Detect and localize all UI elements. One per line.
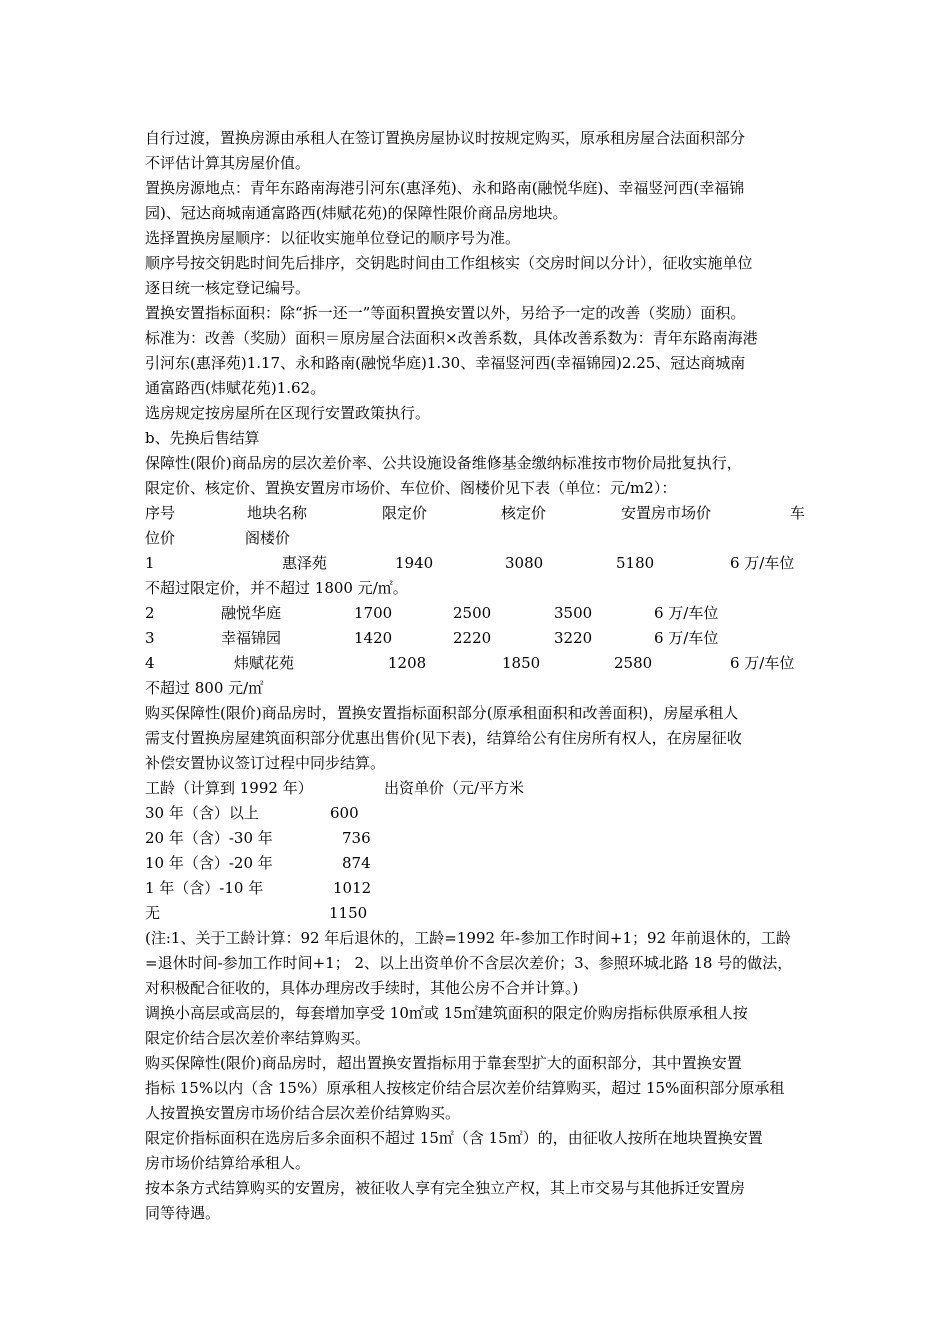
paragraph-line: 保障性(限价)商品房的层次差价率、公共设施设备维修基金缴纳标准按市物价局批复执行， bbox=[145, 454, 742, 472]
paragraph-line: 不评估计算其房屋价值。 bbox=[145, 154, 311, 172]
paragraph-line: 限定价指标面积在选房后多余面积不超过 15㎡（含 15㎡）的，由征收人按所在地块置换安置 bbox=[145, 1129, 763, 1147]
table-cell: 2500 bbox=[453, 604, 492, 622]
paragraph-line: 置换房源地点：青年东路南海港引河东(惠泽苑)、永和路南(融悦华庭)、幸福竖河西(幸福锦 bbox=[145, 179, 745, 197]
table-cell: 6 万/车位 bbox=[654, 629, 719, 647]
price-table-header: 安置房市场价 bbox=[621, 504, 712, 522]
table-cell: 1420 bbox=[354, 629, 393, 647]
table-cell: 融悦华庭 bbox=[221, 604, 282, 622]
price-table-header: 地块名称 bbox=[247, 504, 308, 522]
table-cell: 1700 bbox=[354, 604, 393, 622]
price-table-header: 核定价 bbox=[501, 504, 547, 522]
paragraph-line: 同等待遇。 bbox=[145, 1204, 221, 1222]
table-cell: 1940 bbox=[395, 554, 434, 572]
section-heading: b、先换后售结算 bbox=[145, 429, 260, 447]
table-cell: 6 万/车位 bbox=[730, 654, 795, 672]
seniority-header: 出资单价（元/平方米 bbox=[384, 779, 525, 797]
seniority-label: 无 bbox=[145, 904, 161, 922]
paragraph-line: 房市场价结算给承租人。 bbox=[145, 1154, 311, 1172]
paragraph-line: 标准为：改善（奖励）面积＝原房屋合法面积×改善系数，具体改善系数为：青年东路南海港 bbox=[145, 329, 758, 347]
note-line: =退休时间-参加工作时间+1； 2、以上出资单价不含层次差价；3、参照环城北路 18 号的做法， bbox=[145, 954, 793, 972]
table-cell: 幸福锦园 bbox=[221, 629, 282, 647]
paragraph-line: 需支付置换房屋建筑面积部分优惠出售价(见下表)，结算给公有住房所有权人，在房屋征收 bbox=[145, 729, 742, 747]
table-cell: 炜赋花苑 bbox=[234, 654, 295, 672]
table-cell: 1 bbox=[145, 554, 155, 572]
seniority-value: 736 bbox=[342, 829, 371, 847]
table-cell: 3220 bbox=[554, 629, 593, 647]
paragraph-line: 调换小高层或高层的，每套增加享受 10㎡或 15㎡建筑面积的限定价购房指标供原承租人按 bbox=[145, 1004, 748, 1022]
table-cell: 3500 bbox=[554, 604, 593, 622]
table-cell: 6 万/车位 bbox=[730, 554, 795, 572]
price-table-header: 限定价 bbox=[382, 504, 428, 522]
table-cell: 2 bbox=[145, 604, 155, 622]
seniority-header: 工龄（计算到 1992 年） bbox=[145, 779, 313, 797]
seniority-value: 1012 bbox=[333, 879, 372, 897]
table-cell: 5180 bbox=[616, 554, 655, 572]
paragraph-line: 限定价、核定价、置换安置房市场价、车位价、阁楼价见下表（单位：元/m2）： bbox=[145, 479, 677, 497]
table-cell: 4 bbox=[145, 654, 155, 672]
paragraph-line: 通富路西(炜赋花苑)1.62。 bbox=[145, 379, 326, 397]
paragraph-line: 引河东(惠泽苑)1.17、永和路南(融悦华庭)1.30、幸福竖河西(幸福锦园)2.25、冠达商城南 bbox=[145, 354, 746, 372]
paragraph-line: 顺序号按交钥匙时间先后排序，交钥匙时间由工作组核实（交房时间以分计），征收实施单位 bbox=[145, 254, 753, 272]
seniority-label: 30 年（含）以上 bbox=[145, 804, 259, 822]
paragraph-line: 购买保障性(限价)商品房时，置换安置指标面积部分(原承租面积和改善面积)，房屋承租人 bbox=[145, 704, 739, 722]
note-line: (注:1、关于工龄计算：92 年后退休的，工龄=1992 年-参加工作时间+1；92 年前退休的，工龄 bbox=[145, 929, 791, 947]
price-table-header: 位价 bbox=[145, 529, 176, 547]
paragraph-line: 选房规定按房屋所在区现行安置政策执行。 bbox=[145, 404, 431, 422]
table-cell: 2580 bbox=[614, 654, 653, 672]
table-cell: 2220 bbox=[453, 629, 492, 647]
paragraph-line: 补偿安置协议签订过程中同步结算。 bbox=[145, 754, 386, 772]
price-table-header: 序号 bbox=[145, 504, 176, 522]
paragraph-line: 指标 15%以内（含 15%）原承租人按核定价结合层次差价结算购买，超过 15%面积部分原承租 bbox=[145, 1079, 785, 1097]
note-line: 对积极配合征收的，具体办理房改手续时，其他公房不合并计算。) bbox=[145, 979, 579, 997]
seniority-label: 20 年（含）-30 年 bbox=[145, 829, 273, 847]
table-cell: 6 万/车位 bbox=[654, 604, 719, 622]
table-cell: 1850 bbox=[502, 654, 541, 672]
paragraph-line: 选择置换房屋顺序：以征收实施单位登记的顺序号为准。 bbox=[145, 229, 521, 247]
table-cell: 不超过 800 元/㎡ bbox=[145, 679, 264, 697]
price-table-header: 阁楼价 bbox=[245, 529, 291, 547]
paragraph-line: 置换安置指标面积：除“拆一还一”等面积置换安置以外，另给予一定的改善（奖励）面积。 bbox=[145, 304, 746, 322]
paragraph-line: 人按置换安置房市场价结合层次差价结算购买。 bbox=[145, 1104, 461, 1122]
table-cell: 惠泽苑 bbox=[282, 554, 328, 572]
paragraph-line: 限定价结合层次差价率结算购买。 bbox=[145, 1029, 371, 1047]
seniority-value: 874 bbox=[342, 854, 371, 872]
seniority-value: 600 bbox=[330, 804, 359, 822]
table-cell: 不超过限定价，并不超过 1800 元/㎡。 bbox=[145, 579, 408, 597]
price-table-header: 车 bbox=[790, 504, 806, 522]
table-cell: 3080 bbox=[505, 554, 544, 572]
paragraph-line: 购买保障性(限价)商品房时，超出置换安置指标用于靠套型扩大的面积部分，其中置换安置 bbox=[145, 1054, 742, 1072]
paragraph-line: 自行过渡，置换房源由承租人在签订置换房屋协议时按规定购买，原承租房屋合法面积部分 bbox=[145, 129, 746, 147]
paragraph-line: 按本条方式结算购买的安置房，被征收人享有完全独立产权，其上市交易与其他拆迁安置房 bbox=[145, 1179, 746, 1197]
table-cell: 1208 bbox=[388, 654, 427, 672]
seniority-label: 10 年（含）-20 年 bbox=[145, 854, 273, 872]
paragraph-line: 园)、冠达商城南通富路西(炜赋花苑)的保障性限价商品房地块。 bbox=[145, 204, 568, 222]
paragraph-line: 逐日统一核定登记编号。 bbox=[145, 279, 311, 297]
seniority-label: 1 年（含）-10 年 bbox=[145, 879, 264, 897]
table-cell: 3 bbox=[145, 629, 155, 647]
seniority-value: 1150 bbox=[329, 904, 368, 922]
